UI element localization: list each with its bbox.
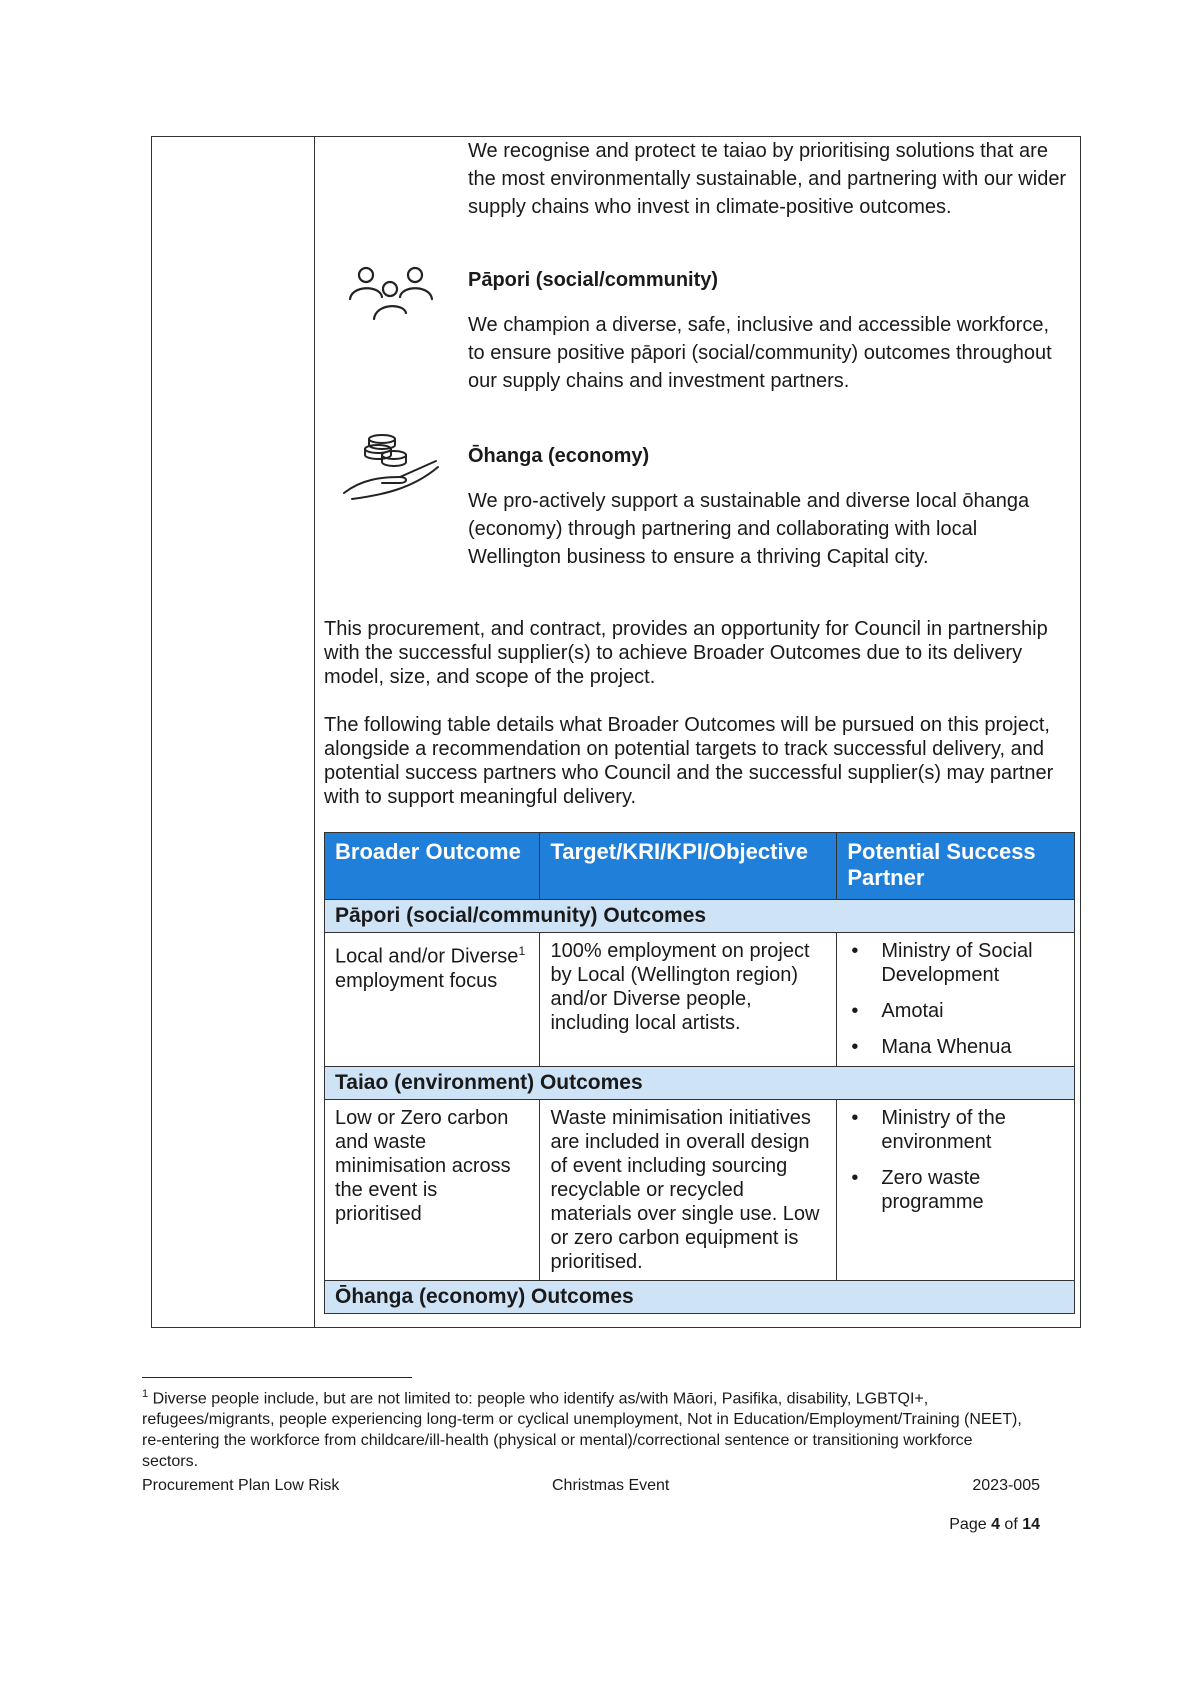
ohanga-heading: Ōhanga (economy): [468, 445, 650, 467]
papori-paragraph: We champion a diverse, safe, inclusive and accessible workforce, to ensure positive pāpori (social/community) outcomes throughout our supply chains and investment partners.: [468, 314, 1052, 392]
section-row-papori: [325, 900, 1075, 933]
table-row: [325, 933, 1075, 1067]
taiao-paragraph: We recognise and protect te taiao by prioritising solutions that are the most environmentally sustainable, and partnering with our wider supply chains who invest in climate-positive outcomes.: [468, 140, 1067, 218]
outcome-text-cont: employment focus: [335, 969, 498, 992]
section-row-ohanga: [325, 1281, 1075, 1314]
header-broader-outcome: Broader Outcome: [325, 833, 540, 900]
body-paragraph-1: This procurement, and contract, provides an opportunity for Council in partnership with the successful supplier(s) to achieve Broader Outcomes due to its delivery model, size, and scope of the project.: [324, 618, 1048, 688]
header-success-partner: Potential Success Partner: [837, 833, 1075, 900]
table-row: [325, 1100, 1075, 1281]
page-mid: of: [999, 1516, 1023, 1533]
page-current: 4: [991, 1516, 1000, 1533]
target-cell: 100% employment on project by Local (Wellington region) and/or Diverse people, including local artists.: [540, 933, 837, 1067]
outcome-text: Local and/or Diverse: [335, 945, 519, 968]
list-item: • Ministry of Social Development: [847, 939, 1064, 987]
hand-coins-icon: [342, 431, 442, 501]
target-cell: Waste minimisation initiatives are included in overall design of event including sourcing recyclable or recycled materials over single use. Low or zero carbon equipment is prioritised.: [540, 1100, 837, 1281]
list-item: • Amotai: [847, 999, 1064, 1023]
ohanga-paragraph: We pro-actively support a sustainable and diverse local ōhanga (economy) through partnering and collaborating with local Wellington business to ensure a thriving Capital city.: [468, 490, 1030, 568]
papori-heading: Pāpori (social/community): [468, 269, 719, 291]
footnote-text: Diverse people include, but are not limited to: people who identify as/with Māori, Pasifika, disability, LGBTQI+, refugees/migrants, people experiencing long-term or cyclical unemployment, Not in Education/Employment/Training (NEET), re-entering the workforce from childcare/ill-health (physical or mental)/correctional sentence or transitioning workforce sectors.: [142, 1390, 1022, 1471]
page-number: [949, 1516, 1040, 1534]
people-group-icon: [340, 263, 440, 323]
list-item: • Mana Whenua: [847, 1035, 1064, 1059]
partner-list: [847, 939, 1064, 1059]
footer-left: Procurement Plan Low Risk: [142, 1477, 340, 1494]
footer-right: 2023-005: [972, 1477, 1040, 1494]
section-label-papori: Pāpori (social/community) Outcomes: [325, 900, 1075, 933]
section-label-ohanga: Ōhanga (economy) Outcomes: [325, 1281, 1075, 1314]
footnote: [142, 1384, 1022, 1472]
column-divider: [314, 137, 315, 1327]
header-target: Target/KRI/KPI/Objective: [540, 833, 837, 900]
page-total: 14: [1022, 1516, 1040, 1533]
page-prefix: Page: [949, 1516, 992, 1533]
partner-cell: [837, 933, 1075, 1067]
broader-outcomes-table: [324, 832, 1075, 1314]
partner-list: [847, 1106, 1064, 1214]
body-paragraph-2: The following table details what Broader Outcomes will be pursued on this project, alongside a recommendation on potential targets to track successful delivery, and potential success partners who Council and the successful supplier(s) may partner with to support meaningful delivery.: [324, 714, 1054, 808]
footnote-marker: 1: [518, 944, 526, 958]
footnote-separator: [142, 1377, 412, 1378]
list-item: • Zero waste programme: [847, 1166, 1064, 1214]
partner-cell: [837, 1100, 1075, 1281]
table-header-row: [325, 833, 1075, 900]
footer-center: Christmas Event: [552, 1477, 670, 1494]
content-frame: [151, 136, 1081, 1328]
section-label-taiao: Taiao (environment) Outcomes: [325, 1067, 1075, 1100]
footnote-number: 1: [142, 1388, 149, 1400]
list-item: • Ministry of the environment: [847, 1106, 1064, 1154]
outcome-cell: [325, 933, 540, 1067]
outcome-cell: Low or Zero carbon and waste minimisation across the event is prioritised: [325, 1100, 540, 1281]
section-row-taiao: [325, 1067, 1075, 1100]
